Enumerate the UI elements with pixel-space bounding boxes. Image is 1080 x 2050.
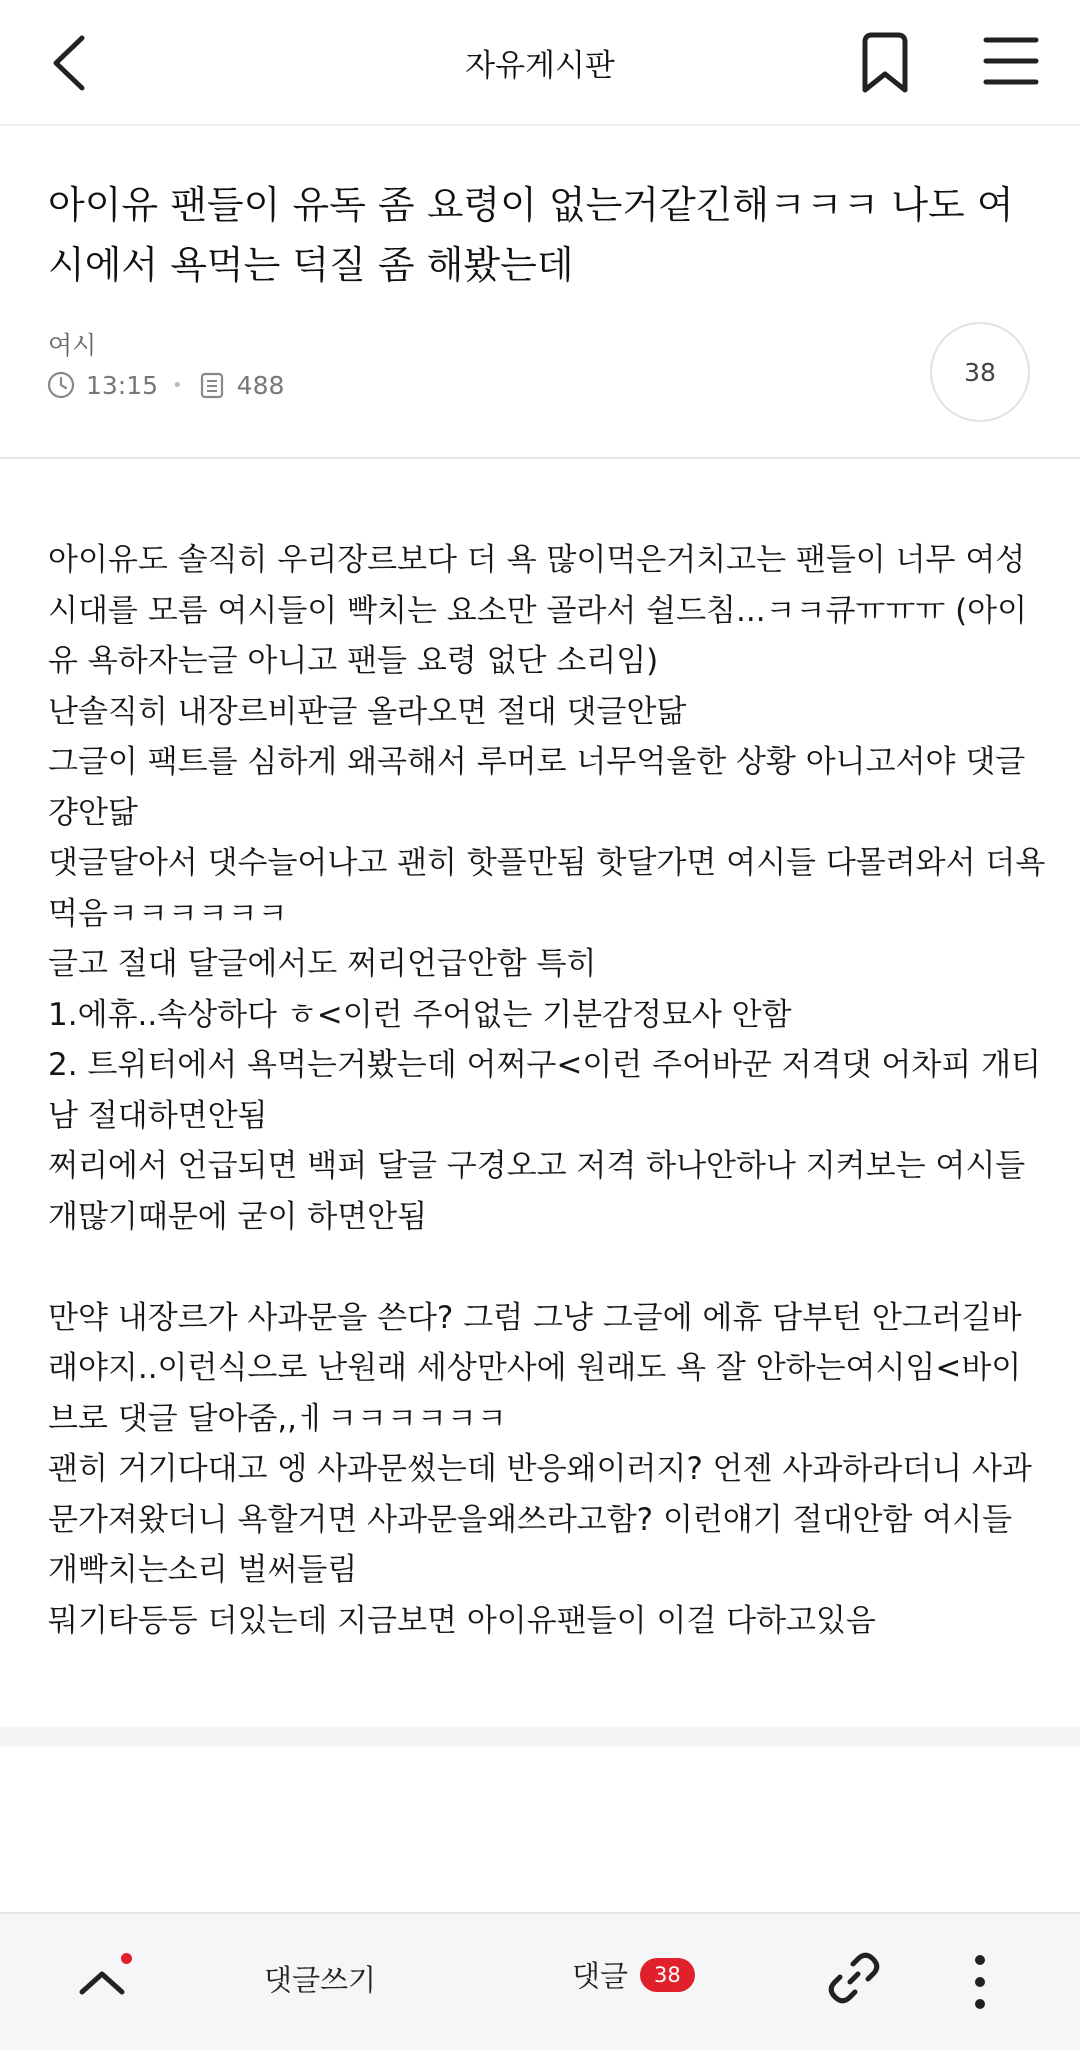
write-comment-button[interactable]: 댓글쓰기	[263, 1963, 377, 1997]
header-divider	[0, 457, 1080, 459]
post-title: 아이유 팬들이 유독 좀 요령이 없는거같긴해ㅋㅋㅋ 나도 여시에서 욕먹는 덕질 좀 해봤는데	[48, 183, 1014, 287]
post-body	[48, 535, 1048, 1646]
clock-icon	[46, 370, 76, 400]
body-line: 글고 절대 달글에서도 쩌리언급안함 특히	[48, 946, 597, 982]
body-line: 괜히 거기다대고 엥 사과문썼는데 반응왜이러지? 언젠 사과하라더니 사과문가져왔더니 욕할거면 사과문을왜쓰라고함? 이런얘기 절대안함 여시들 개빡치는소리 벌써들림	[48, 1451, 1032, 1588]
body-line: 그글이 팩트를 심하게 왜곡해서 루머로 너무억울한 상황 아니고서야 댓글걍안닮	[48, 744, 1026, 831]
more-vertical-icon	[960, 1952, 1000, 2012]
post-views: 488	[236, 370, 285, 400]
top-bar	[0, 0, 1080, 126]
body-line: 만약 내장르가 사과문을 쓴다? 그럼 그냥 그글에 에휴 담부턴 안그러길바래야지..이런식으로 난원래 세상만사에 원래도 욕 잘 안하는여시임<바이브로 댓글 달아줌,,ㅔㅋㅋㅋㅋㅋㅋ	[48, 1299, 1022, 1437]
body-line: 아이유도 솔직히 우리장르보다 더 욕 많이먹은거치고는 팬들이 너무 여성시대를 모름 여시들이 빡치는 요소만 골라서 쉴드침...ㅋㅋ큐ㅠㅠㅠ (아이유 욕하자는글 아니고 팬들 요령 없단 소리임)	[48, 542, 1028, 679]
scroll-top-button[interactable]	[74, 1954, 130, 2010]
body-line: 난솔직히 내장르비판글 올라오면 절대 댓글안닮	[48, 693, 687, 730]
link-icon	[828, 1952, 880, 2004]
comments-button[interactable]	[572, 1954, 695, 1995]
body-line: 뭐기타등등 더있는데 지금보면 아이유팬들이 이걸 다하고있음	[48, 1602, 876, 1639]
hamburger-menu-icon	[982, 34, 1040, 88]
board-title: 자유게시판	[465, 48, 615, 84]
post-author[interactable]: 여시	[48, 331, 97, 360]
comments-count-badge: 38	[640, 1958, 695, 1992]
body-blank-line	[48, 1242, 1048, 1293]
share-link-button[interactable]	[828, 1952, 880, 2004]
post-meta	[46, 370, 284, 400]
bottom-action-bar	[0, 1912, 1080, 2050]
meta-separator: •	[172, 374, 183, 396]
document-icon	[197, 370, 227, 400]
menu-button[interactable]	[982, 34, 1040, 88]
post-time: 13:15	[86, 370, 159, 400]
chevron-up-icon	[74, 1954, 130, 2010]
more-options-button[interactable]	[960, 1952, 1000, 2012]
bookmark-icon	[855, 30, 915, 96]
comment-count: 38	[964, 357, 996, 387]
content-separator	[0, 1727, 1080, 1747]
body-line: 쩌리에서 언급되면 백퍼 달글 구경오고 저격 하나안하나 지켜보는 여시들 개많기때문에 굳이 하면안됨	[48, 1148, 1036, 1235]
notification-dot	[121, 1953, 132, 1964]
body-line: 2. 트위터에서 욕먹는거봤는데 어쩌구<이런 주어바꾼 저격댓 어차피 개티남 절대하면안됨	[48, 1047, 1041, 1134]
body-line: 1.에휴..속상하다 ㅎ<이런 주어없는 기분감정묘사 안함	[48, 996, 792, 1033]
bookmark-button[interactable]	[855, 30, 915, 96]
comments-label: 댓글	[572, 1959, 629, 1993]
comment-count-button[interactable]	[930, 322, 1030, 422]
body-line: 댓글달아서 댓수늘어나고 괜히 핫플만됨 핫달가면 여시들 다몰려와서 더욕먹음ㅋㅋㅋㅋㅋㅋ	[48, 845, 1046, 932]
